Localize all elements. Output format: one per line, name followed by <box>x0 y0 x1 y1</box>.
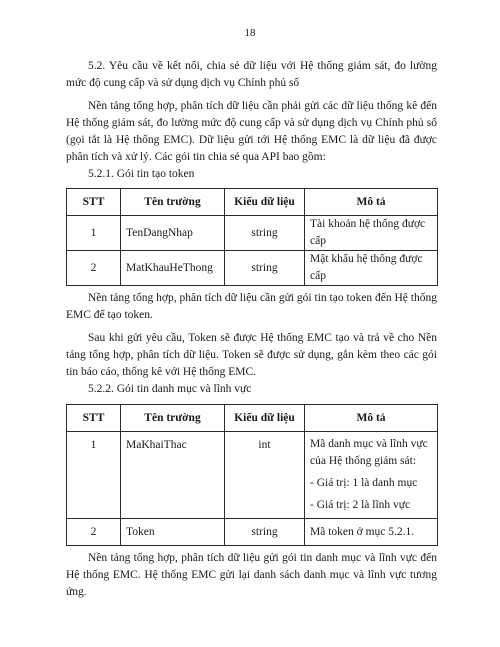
table-row <box>67 432 438 519</box>
header-data-type: Kiểu dữ liệu <box>225 405 305 432</box>
cell-description: Mật khẩu hệ thống được cấp <box>305 251 438 286</box>
cell-stt: 2 <box>67 251 121 286</box>
description-option-2: - Giá trị: 2 là lĩnh vực <box>310 499 411 511</box>
header-description: Mô tả <box>305 405 438 432</box>
cell-data-type: string <box>225 216 305 251</box>
cell-description: Mã token ở mục 5.2.1. <box>305 519 438 546</box>
header-data-type: Kiểu dữ liệu <box>225 189 305 216</box>
paragraph-category-request: Nền tảng tổng hợp, phân tích dữ liệu gửi gói tin danh mục và lĩnh vực đến Hệ thống EMC. Hệ thống EMC gửi lại danh sách danh mục và lĩnh vực tương ứng. <box>66 552 437 598</box>
category-table <box>66 404 438 546</box>
page-number: 18 <box>244 27 256 39</box>
token-table <box>66 188 438 286</box>
description-main: Mã danh mục và lĩnh vực của Hệ thống giám sát: <box>310 438 428 467</box>
header-field-name: Tên trường <box>121 405 225 432</box>
table-header-row <box>67 189 438 216</box>
cell-data-type: int <box>225 432 305 519</box>
subsection-title-5-2-2: 5.2.2. Gói tin danh mục và lĩnh vực <box>88 383 252 395</box>
cell-description: Tài khoản hệ thống được cấp <box>305 216 438 251</box>
table-header-row <box>67 405 438 432</box>
cell-field-name: TenDangNhap <box>121 216 225 251</box>
cell-data-type: string <box>225 519 305 546</box>
page-content <box>66 58 437 601</box>
cell-data-type: string <box>225 251 305 286</box>
paragraph-token-request: Nền tảng tổng hợp, phân tích dữ liệu cần gửi gói tin tạo token đến Hệ thống EMC để tạo token. <box>66 292 437 321</box>
header-field-name: Tên trường <box>121 189 225 216</box>
paragraph-token-usage: Sau khi gửi yêu cầu, Token sẽ được Hệ thống EMC tạo và trả về cho Nền tảng tổng hợp, phân tích dữ liệu. Token sẽ được sử dụng, gắn kèm theo các gói tin báo cáo, thống kê với Hệ thống EMC. <box>66 332 437 378</box>
header-description: Mô tả <box>305 189 438 216</box>
section-heading: 5.2. Yêu cầu về kết nối, chia sẻ dữ liệu với Hệ thống giám sát, đo lường mức độ cung cấp và sử dụng dịch vụ Chính phủ số <box>66 60 437 89</box>
cell-description <box>305 432 438 519</box>
cell-stt: 1 <box>67 216 121 251</box>
cell-field-name: Token <box>121 519 225 546</box>
header-stt: STT <box>67 189 121 216</box>
cell-field-name: MaKhaiThac <box>121 432 225 519</box>
description-option-1: - Giá trị: 1 là danh mục <box>310 477 418 489</box>
section-intro: Nền tảng tổng hợp, phân tích dữ liệu cần phải gửi các dữ liệu thống kê đến Hệ thống giám sát, đo lường mức độ cung cấp và sử dụng dịch vụ Chính phủ số (gọi tắt là Hệ thống EMC). Dữ liệu gửi tới Hệ thống EMC là dữ liệu đã được phân tích và xử lý. Các gói tin chia sẻ qua API bao gồm: <box>66 100 437 163</box>
header-stt: STT <box>67 405 121 432</box>
cell-stt: 2 <box>67 519 121 546</box>
table-row <box>67 216 438 251</box>
cell-field-name: MatKhauHeThong <box>121 251 225 286</box>
table-row <box>67 519 438 546</box>
cell-stt: 1 <box>67 432 121 519</box>
table-row <box>67 251 438 286</box>
subsection-title-5-2-1: 5.2.1. Gói tin tạo token <box>88 168 195 180</box>
